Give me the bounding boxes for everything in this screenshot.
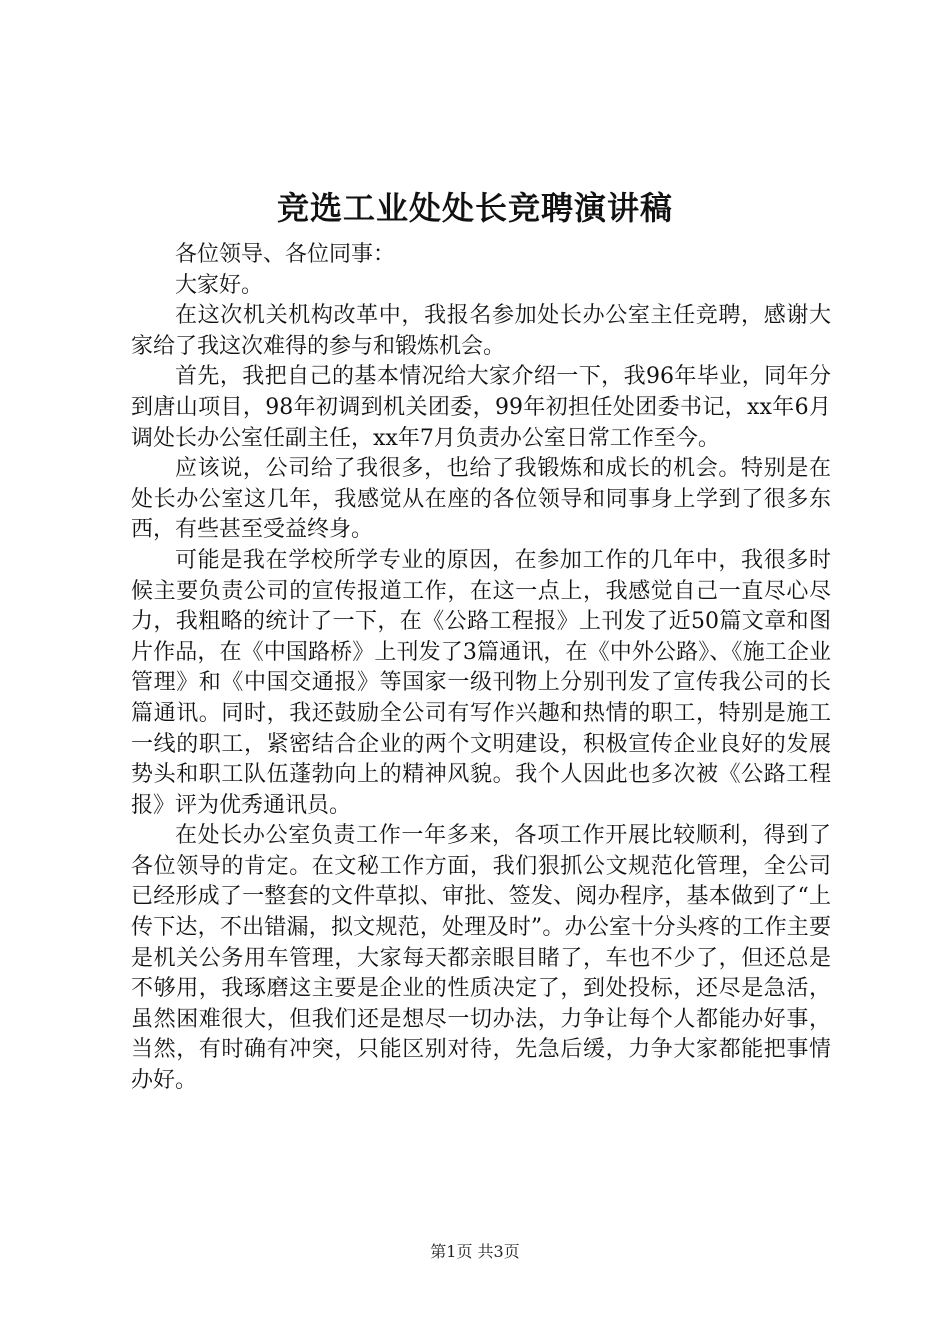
paragraph-publicity-work: 可能是我在学校所学专业的原因，在参加工作的几年中，我很多时候主要负责公司的宣传报道工作，在这一点上，我感觉自己一直尽心尽力，我粗略的统计了一下，在《公路工程报》上刊发了近50篇文章和图片作品，在《中国路桥》上刊发了3篇通讯，在《中外公路》、《施工企业管理》和《中国交通报》等国家一级刊物上分别刊发了宣传我公司的长篇通讯。同时，我还鼓励全公司有写作兴趣和热情的职工，特别是施工一线的职工，紧密结合企业的两个文明建设，积极宣传企业良好的发展势头和职工队伍蓬勃向上的精神风貌。我个人因此也多次被《公路工程报》评为优秀通讯员。 xyxy=(131,547,831,818)
document-title: 竞选工业处处长竞聘演讲稿 xyxy=(276,189,673,227)
page-number-footer: 第1页 共3页 xyxy=(430,1242,520,1261)
document-body xyxy=(131,240,831,1097)
paragraph-office-work: 在处长办公室负责工作一年多来，各项工作开展比较顺利，得到了各位领导的肯定。在文秘工作方面，我们狠抓公文规范化管理，全公司已经形成了一整套的文件草拟、审批、签发、阅办程序，基本做到了“上传下达，不出错漏，拟文规范，处理及时”。办公室十分头疼的工作主要是机关公务用车管理，大家每天都亲眼目睹了，车也不少了，但还总是不够用，我琢磨这主要是企业的性质决定了，到处投标，还尽是急活，虽然困难很大，但我们还是想尽一切办法，力争让每个人都能办好事，当然，有时确有冲突，只能区别对待，先急后缓，力争大家都能把事情办好。 xyxy=(131,823,831,1094)
paragraph-intro: 在这次机关机构改革中，我报名参加处长办公室主任竞聘，感谢大家给了我这次难得的参与和锻炼机会。 xyxy=(131,303,831,359)
paragraph-background: 首先，我把自己的基本情况给大家介绍一下，我96年毕业，同年分到唐山项目，98年初调到机关团委，99年初担任处团委书记，xx年6月调处长办公室任副主任，xx年7月负责办公室日常工作至今。 xyxy=(131,364,831,451)
paragraph-greeting: 大家好。 xyxy=(175,272,264,298)
paragraph-gratitude: 应该说，公司给了我很多，也给了我锻炼和成长的机会。特别是在处长办公室这几年，我感觉从在座的各位领导和同事身上学到了很多东西，有些甚至受益终身。 xyxy=(131,456,831,543)
paragraph-salutation: 各位领导、各位同事： xyxy=(175,242,396,267)
